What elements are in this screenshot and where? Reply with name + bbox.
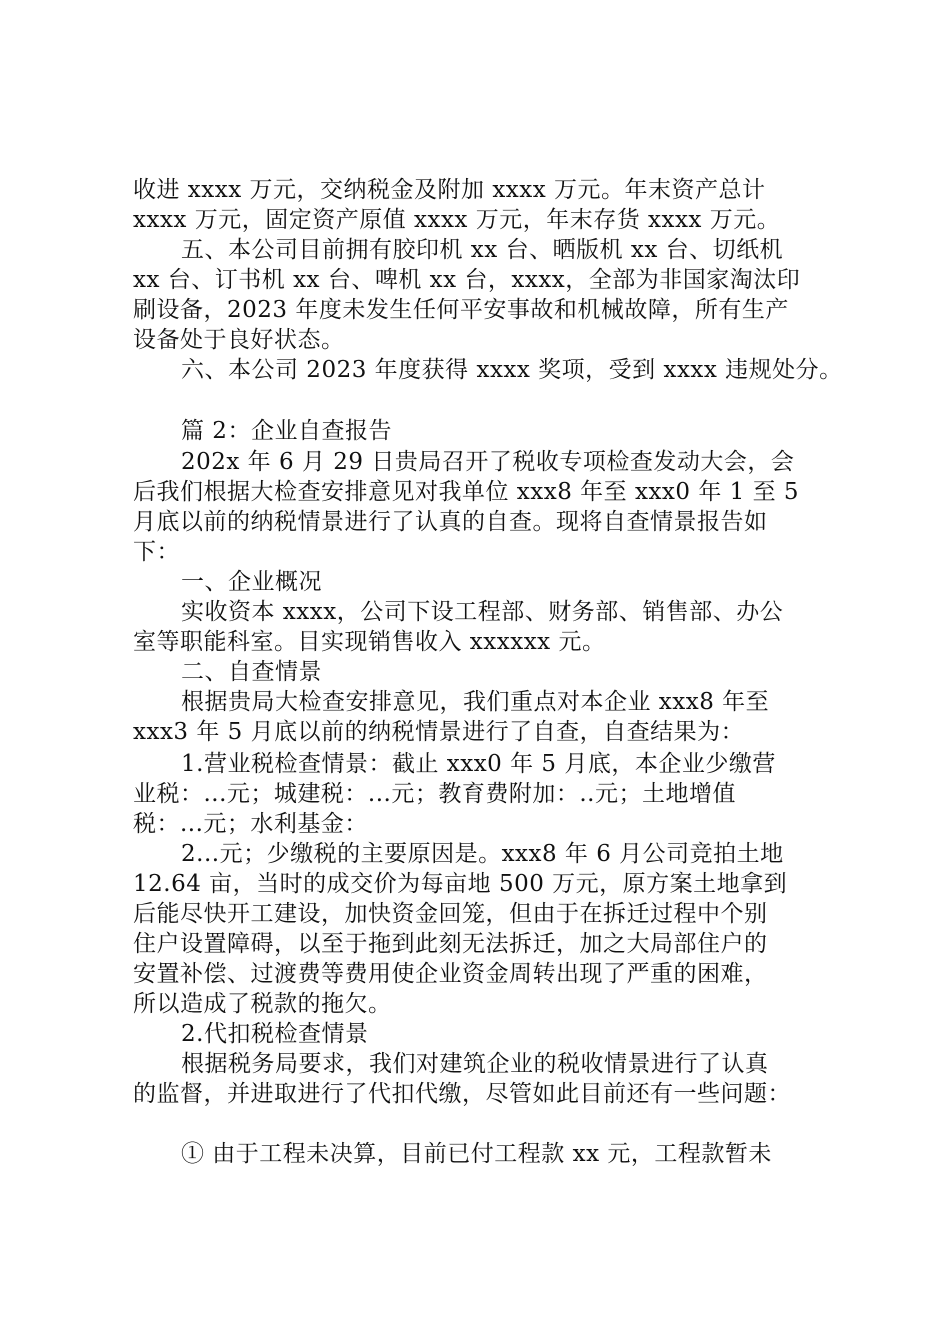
paragraph-line: 税：...元；水利基金： bbox=[133, 811, 368, 837]
paragraph-line: 后能尽快开工建设，加快资金回笼，但由于在拆迁过程中个别 bbox=[133, 901, 768, 927]
paragraph-line: 五、本公司目前拥有胶印机 xx 台、晒版机 xx 台、切纸机 bbox=[181, 237, 784, 263]
paragraph-line: 2...元；少缴税的主要原因是。xxx8 年 6 月公司竞拍土地 bbox=[181, 841, 784, 867]
subsection-heading: 一、企业概况 bbox=[181, 569, 322, 595]
paragraph-line: 202x 年 6 月 29 日贵局召开了税收专项检查发动大会，会 bbox=[181, 449, 795, 475]
section-heading: 篇 2：企业自查报告 bbox=[181, 418, 392, 444]
paragraph-line: 所以造成了税款的拖欠。 bbox=[133, 991, 392, 1017]
paragraph-line: 收进 xxxx 万元，交纳税金及附加 xxxx 万元。年末资产总计 bbox=[133, 177, 766, 203]
paragraph-line: 1.营业税检查情景：截止 xxx0 年 5 月底，本企业少缴营 bbox=[181, 751, 776, 777]
paragraph-line: 根据税务局要求，我们对建筑企业的税收情景进行了认真 bbox=[181, 1051, 769, 1077]
paragraph-line: xx 台、订书机 xx 台、啤机 xx 台，xxxx，全部为非国家淘汰印 bbox=[133, 267, 801, 293]
paragraph-line: 业税：...元；城建税：...元；教育费附加：..元；土地增值 bbox=[133, 781, 736, 807]
subsection-heading: 2.代扣税检查情景 bbox=[181, 1021, 369, 1047]
paragraph-line: 根据贵局大检查安排意见，我们重点对本企业 xxx8 年至 bbox=[181, 689, 770, 715]
paragraph-line: 月底以前的纳税情景进行了认真的自查。现将自查情景报告如 bbox=[133, 509, 768, 535]
list-item: ① 由于工程未决算，目前已付工程款 xx 元，工程款暂未 bbox=[181, 1141, 772, 1167]
paragraph-line: xxx3 年 5 月底以前的纳税情景进行了自查，自查结果为： bbox=[133, 719, 745, 745]
paragraph-line: 住户设置障碍，以至于拖到此刻无法拆迁，加之大局部住户的 bbox=[133, 931, 768, 957]
paragraph-line: 室等职能科室。目实现销售收入 xxxxxx 元。 bbox=[133, 629, 606, 655]
paragraph-line: 12.64 亩，当时的成交价为每亩地 500 万元，原方案土地拿到 bbox=[133, 871, 788, 897]
paragraph-line: 六、本公司 2023 年度获得 xxxx 奖项，受到 xxxx 违规处分。 bbox=[181, 357, 843, 383]
paragraph-line: 后我们根据大检查安排意见对我单位 xxx8 年至 xxx0 年 1 至 5 bbox=[133, 479, 800, 505]
paragraph-line: 实收资本 xxxx，公司下设工程部、财务部、销售部、办公 bbox=[181, 599, 784, 625]
paragraph-line: xxxx 万元，固定资产原值 xxxx 万元，年末存货 xxxx 万元。 bbox=[133, 207, 781, 233]
paragraph-line: 安置补偿、过渡费等费用使企业资金周转出现了严重的困难， bbox=[133, 961, 768, 987]
subsection-heading: 二、自查情景 bbox=[181, 659, 322, 685]
paragraph-line: 下： bbox=[133, 539, 180, 565]
paragraph-line: 设备处于良好状态。 bbox=[133, 327, 345, 353]
paragraph-line: 的监督，并进取进行了代扣代缴，尽管如此目前还有一些问题： bbox=[133, 1081, 791, 1107]
paragraph-line: 刷设备，2023 年度未发生任何平安事故和机械故障，所有生产 bbox=[133, 297, 789, 323]
